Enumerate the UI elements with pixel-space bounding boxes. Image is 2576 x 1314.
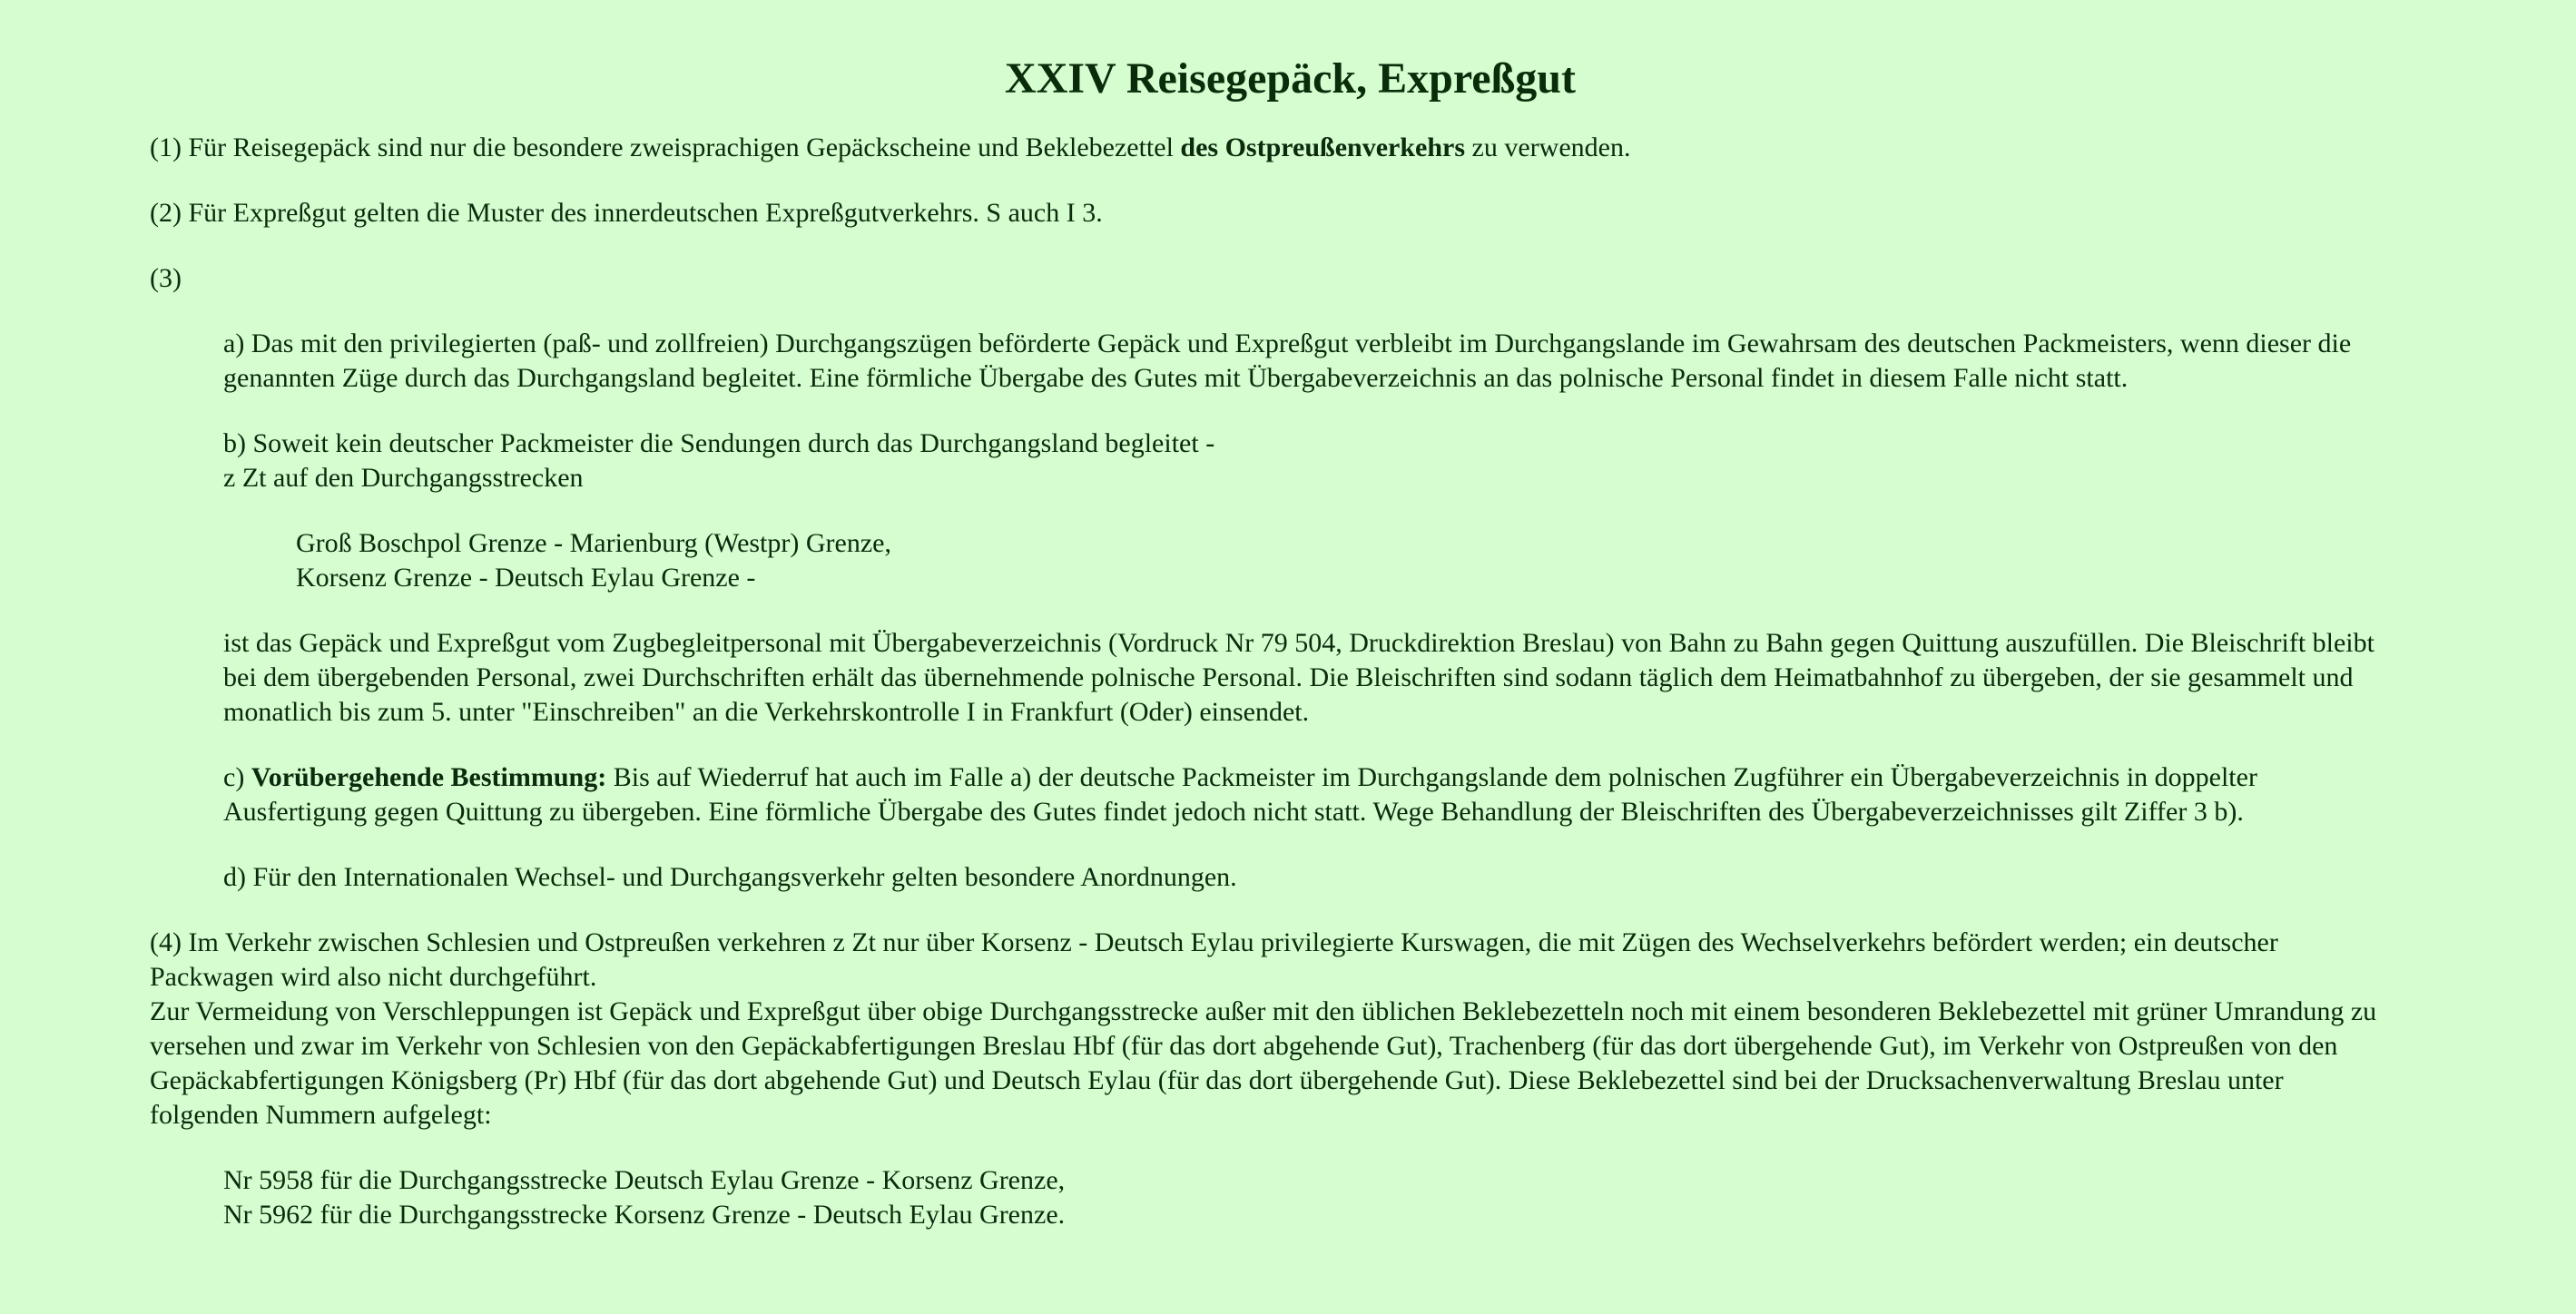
paragraph-3-label: (3) [150,263,182,293]
paragraph-3b-rest: ist das Gepäck und Expreßgut vom Zugbegleitpersonal mit Übergabeverzeichnis (Vordruck Nr 79 504, Druckdirektion Breslau) von Bahn zu Bahn gegen Quittung auszufüllen. Die Bleischrift bleibt bei dem übergebenden Personal, zwei Durchschriften erhält das übernehmende polnische Personal. Die Bleischriften sind sodann täglich dem Heimatbahnhof zu übergeben, der sie gesammelt und monatlich bis zum 5. unter "Einschreiben" an die Verkehrskontrolle I in Frankfurt (Oder) einsendet. [223,628,2374,727]
paragraph-3c-bold: Vorübergehende Bestimmung: [251,762,607,792]
paragraph-3b-line1: b) Soweit kein deutscher Packmeister die Sendungen durch das Durchgangsland begleitet - [223,428,1215,458]
route-list [296,526,2394,595]
paragraph-4-part2: Zur Vermeidung von Verschleppungen ist Gepäck und Expreßgut über obige Durchgangsstrecke außer mit den üblichen Beklebezetteln noch mit einem besonderen Beklebezettel mit grüner Umrandung zu versehen und zwar im Verkehr von Schlesien von den Gepäckabfertigungen Breslau Hbf (für das dort abgehende Gut), Trachenberg (für das dort übergehende Gut), im Verkehr von Ostpreußen von den Gepäckabfertigungen Königsberg (Pr) Hbf (für das dort abgehende Gut) und Deutsch Eylau (für das dort übergehende Gut). Diese Beklebezettel sind bei der Drucksachenverwaltung Breslau unter folgenden Nummern aufgelegt: [150,996,2377,1130]
paragraph-3c [223,760,2394,829]
paragraph-2: (2) Für Expreßgut gelten die Muster des innerdeutschen Expreßgutverkehrs. S auch I 3. [150,198,1103,228]
number-item: Nr 5958 für die Durchgangsstrecke Deutsch Eylau Grenze - Korsenz Grenze, [223,1165,1066,1195]
paragraph-4-part1: (4) Im Verkehr zwischen Schlesien und Ostpreußen verkehren z Zt nur über Korsenz - Deutsch Eylau privilegierte Kurswagen, die mit Zügen des Wechselverkehrs befördert werden; ein deutscher Packwagen wird also nicht durchgeführt. [150,927,2278,992]
paragraph-3b-intro [223,427,2394,495]
route-item: Korsenz Grenze - Deutsch Eylau Grenze - [296,563,756,593]
paragraph-3c-text: Bis auf Wiederruf hat auch im Falle a) der deutsche Packmeister im Durchgangslande dem polnischen Zugführer ein Übergabeverzeichnis in doppelter Ausfertigung gegen Quittung zu übergeben. Eine förmliche Übergabe des Gutes findet jedoch nicht statt. Wege Behandlung der Bleischriften des Übergabeverzeichnisses gilt Ziffer 3 b). [223,762,2257,827]
number-item: Nr 5962 für die Durchgangsstrecke Korsenz Grenze - Deutsch Eylau Grenze. [223,1200,1066,1230]
number-list [223,1163,2394,1232]
paragraph-1-bold: des Ostpreußenverkehrs [1180,132,1466,162]
route-item: Groß Boschpol Grenze - Marienburg (Westpr) Grenze, [296,528,891,558]
paragraph-1-text: (1) Für Reisegepäck sind nur die besondere zweisprachigen Gepäckscheine und Beklebezettel [150,132,1181,162]
page-title: XXIV Reisegepäck, Expreßgut [1005,54,1576,103]
paragraph-1 [150,131,2394,165]
paragraph-4 [150,926,2394,1133]
paragraph-3a: a) Das mit den privilegierten (paß- und zollfreien) Durchgangszügen beförderte Gepäck und Expreßgut verbleibt im Durchgangslande im Gewahrsam des deutschen Packmeisters, wenn dieser die genannten Züge durch das Durchgangsland begleitet. Eine förmliche Übergabe des Gutes mit Übergabeverzeichnis an das polnische Personal findet in diesem Falle nicht statt. [223,328,2352,393]
paragraph-3b-line2: z Zt auf den Durchgangsstrecken [223,463,584,493]
paragraph-3d: d) Für den Internationalen Wechsel- und Durchgangsverkehr gelten besondere Anordnungen. [223,862,1237,892]
paragraph-3c-prefix: c) [223,762,251,792]
paragraph-1-text-end: zu verwenden. [1465,132,1631,162]
